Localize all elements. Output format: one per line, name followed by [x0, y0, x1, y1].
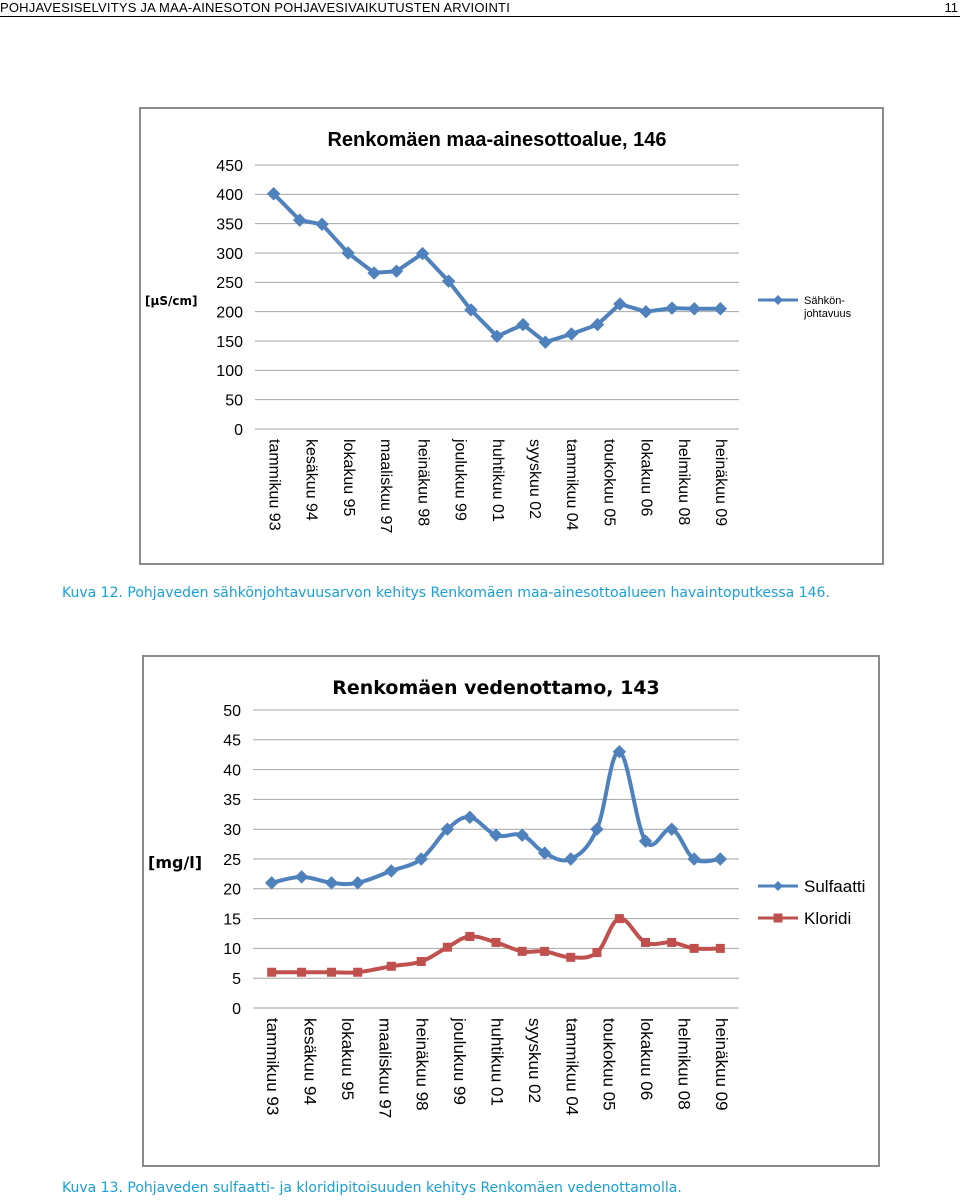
- x-tick-label: lokakuu 06: [637, 439, 655, 517]
- x-tick-label: heinäkuu 09: [712, 439, 730, 527]
- y-axis-label: [mg/l]: [148, 853, 203, 872]
- data-point: [327, 968, 336, 977]
- x-tick-label: lokakuu 95: [339, 439, 357, 517]
- data-point: [565, 328, 577, 340]
- conductivity-chart-plot: [141, 109, 882, 563]
- y-tick-label: 25: [223, 851, 241, 869]
- data-point: [641, 938, 650, 947]
- legend-label: Sulfaatti: [804, 876, 866, 896]
- x-tick-label: toukokuu 05: [600, 439, 618, 527]
- x-tick-label: tammikuu 93: [263, 1018, 283, 1116]
- x-tick-label: syyskuu 02: [524, 1018, 544, 1104]
- x-tick-label: lokakuu 06: [637, 1018, 657, 1101]
- y-tick-label: 250: [216, 275, 243, 293]
- series-line-0: [272, 752, 721, 884]
- x-tick-label: kesäkuu 94: [300, 1018, 320, 1105]
- data-point: [714, 303, 726, 315]
- data-point: [592, 948, 601, 957]
- x-tick-label: lokakuu 95: [337, 1018, 357, 1101]
- data-point: [326, 877, 338, 889]
- legend-label: Sähkön-: [804, 294, 845, 307]
- y-tick-label: 50: [225, 392, 243, 410]
- x-tick-label: heinäkuu 98: [414, 439, 432, 527]
- legend-label: johtavuus: [804, 307, 852, 320]
- sulfate-chloride-chart: [142, 655, 880, 1167]
- sulfate-chloride-chart-plot: [144, 657, 878, 1165]
- y-tick-label: 45: [223, 732, 241, 750]
- data-point: [443, 943, 452, 952]
- x-tick-label: huhtikuu 01: [487, 1018, 507, 1106]
- data-point: [296, 871, 308, 883]
- x-tick-label: syyskuu 02: [525, 439, 544, 520]
- y-tick-label: 0: [234, 421, 243, 439]
- x-tick-label: tammikuu 93: [265, 439, 283, 531]
- legend-marker: [774, 914, 783, 923]
- data-point: [716, 944, 725, 953]
- y-tick-label: 15: [223, 911, 241, 929]
- data-point: [492, 938, 501, 947]
- x-tick-label: tammikuu 04: [563, 439, 581, 531]
- y-axis-label: [µS/cm]: [145, 294, 198, 308]
- x-tick-label: toukokuu 05: [599, 1018, 619, 1111]
- x-tick-label: kesäkuu 94: [302, 439, 320, 521]
- y-tick-label: 20: [223, 881, 241, 899]
- chart-title: Renkomäen maa-ainesottoalue, 146: [327, 129, 667, 151]
- data-point: [387, 962, 396, 971]
- data-point: [417, 957, 426, 966]
- data-point: [464, 811, 476, 823]
- header-divider: [0, 16, 960, 17]
- figure-caption-12: Kuva 12. Pohjaveden sähkönjohtavuusarvon kehitys Renkomäen maa-ainesottoalueen havaintoputkessa 146.: [62, 585, 830, 601]
- x-tick-label: heinäkuu 98: [412, 1018, 432, 1111]
- data-point: [640, 306, 652, 318]
- x-tick-label: maaliskuu 97: [377, 439, 395, 534]
- chart-title: Renkomäen vedenottamo, 143: [332, 677, 660, 699]
- y-tick-label: 40: [223, 762, 241, 780]
- y-tick-label: 50: [223, 702, 241, 720]
- data-point: [465, 932, 474, 941]
- y-tick-label: 450: [216, 157, 243, 175]
- data-point: [688, 303, 700, 315]
- y-tick-label: 100: [216, 363, 243, 381]
- data-point: [615, 914, 624, 923]
- y-tick-label: 35: [223, 792, 241, 810]
- figure-caption-13: Kuva 13. Pohjaveden sulfaatti- ja kloridipitoisuuden kehitys Renkomäen vedenottamolla.: [62, 1180, 682, 1196]
- y-tick-label: 300: [216, 245, 243, 263]
- page-number: 11: [944, 0, 958, 15]
- x-tick-label: joulukuu 99: [450, 1018, 470, 1105]
- data-point: [714, 853, 726, 865]
- y-tick-label: 5: [232, 970, 241, 988]
- legend-label: Kloridi: [804, 908, 852, 928]
- y-tick-label: 30: [223, 821, 241, 839]
- page-header: [0, 0, 960, 16]
- x-tick-label: tammikuu 04: [562, 1018, 582, 1116]
- data-point: [566, 953, 575, 962]
- legend-marker: [773, 881, 783, 891]
- y-tick-label: 10: [223, 941, 241, 959]
- y-tick-label: 350: [216, 216, 243, 234]
- conductivity-chart: [139, 107, 884, 565]
- data-point: [540, 947, 549, 956]
- data-point: [666, 302, 678, 314]
- x-tick-label: joulukuu 99: [451, 439, 469, 521]
- legend-marker: [773, 295, 783, 305]
- x-tick-label: huhtikuu 01: [488, 439, 506, 522]
- x-tick-label: helmikuu 08: [674, 439, 692, 526]
- y-tick-label: 150: [216, 333, 243, 351]
- data-point: [385, 865, 397, 877]
- data-point: [266, 877, 278, 889]
- data-point: [267, 968, 276, 977]
- data-point: [297, 968, 306, 977]
- series-line-0: [274, 194, 721, 343]
- data-point: [352, 877, 364, 889]
- x-tick-label: helmikuu 08: [674, 1018, 694, 1110]
- x-tick-label: maaliskuu 97: [375, 1018, 395, 1119]
- x-tick-label: heinäkuu 09: [711, 1018, 731, 1111]
- y-tick-label: 400: [216, 187, 243, 205]
- document-title: POHJAVESISELVITYS JA MAA-AINESOTON POHJAVESIVAIKUTUSTEN ARVIOINTI: [0, 0, 511, 15]
- data-point: [353, 968, 362, 977]
- y-tick-label: 200: [216, 304, 243, 322]
- y-tick-label: 0: [232, 1000, 241, 1018]
- data-point: [518, 947, 527, 956]
- data-point: [690, 944, 699, 953]
- data-point: [667, 938, 676, 947]
